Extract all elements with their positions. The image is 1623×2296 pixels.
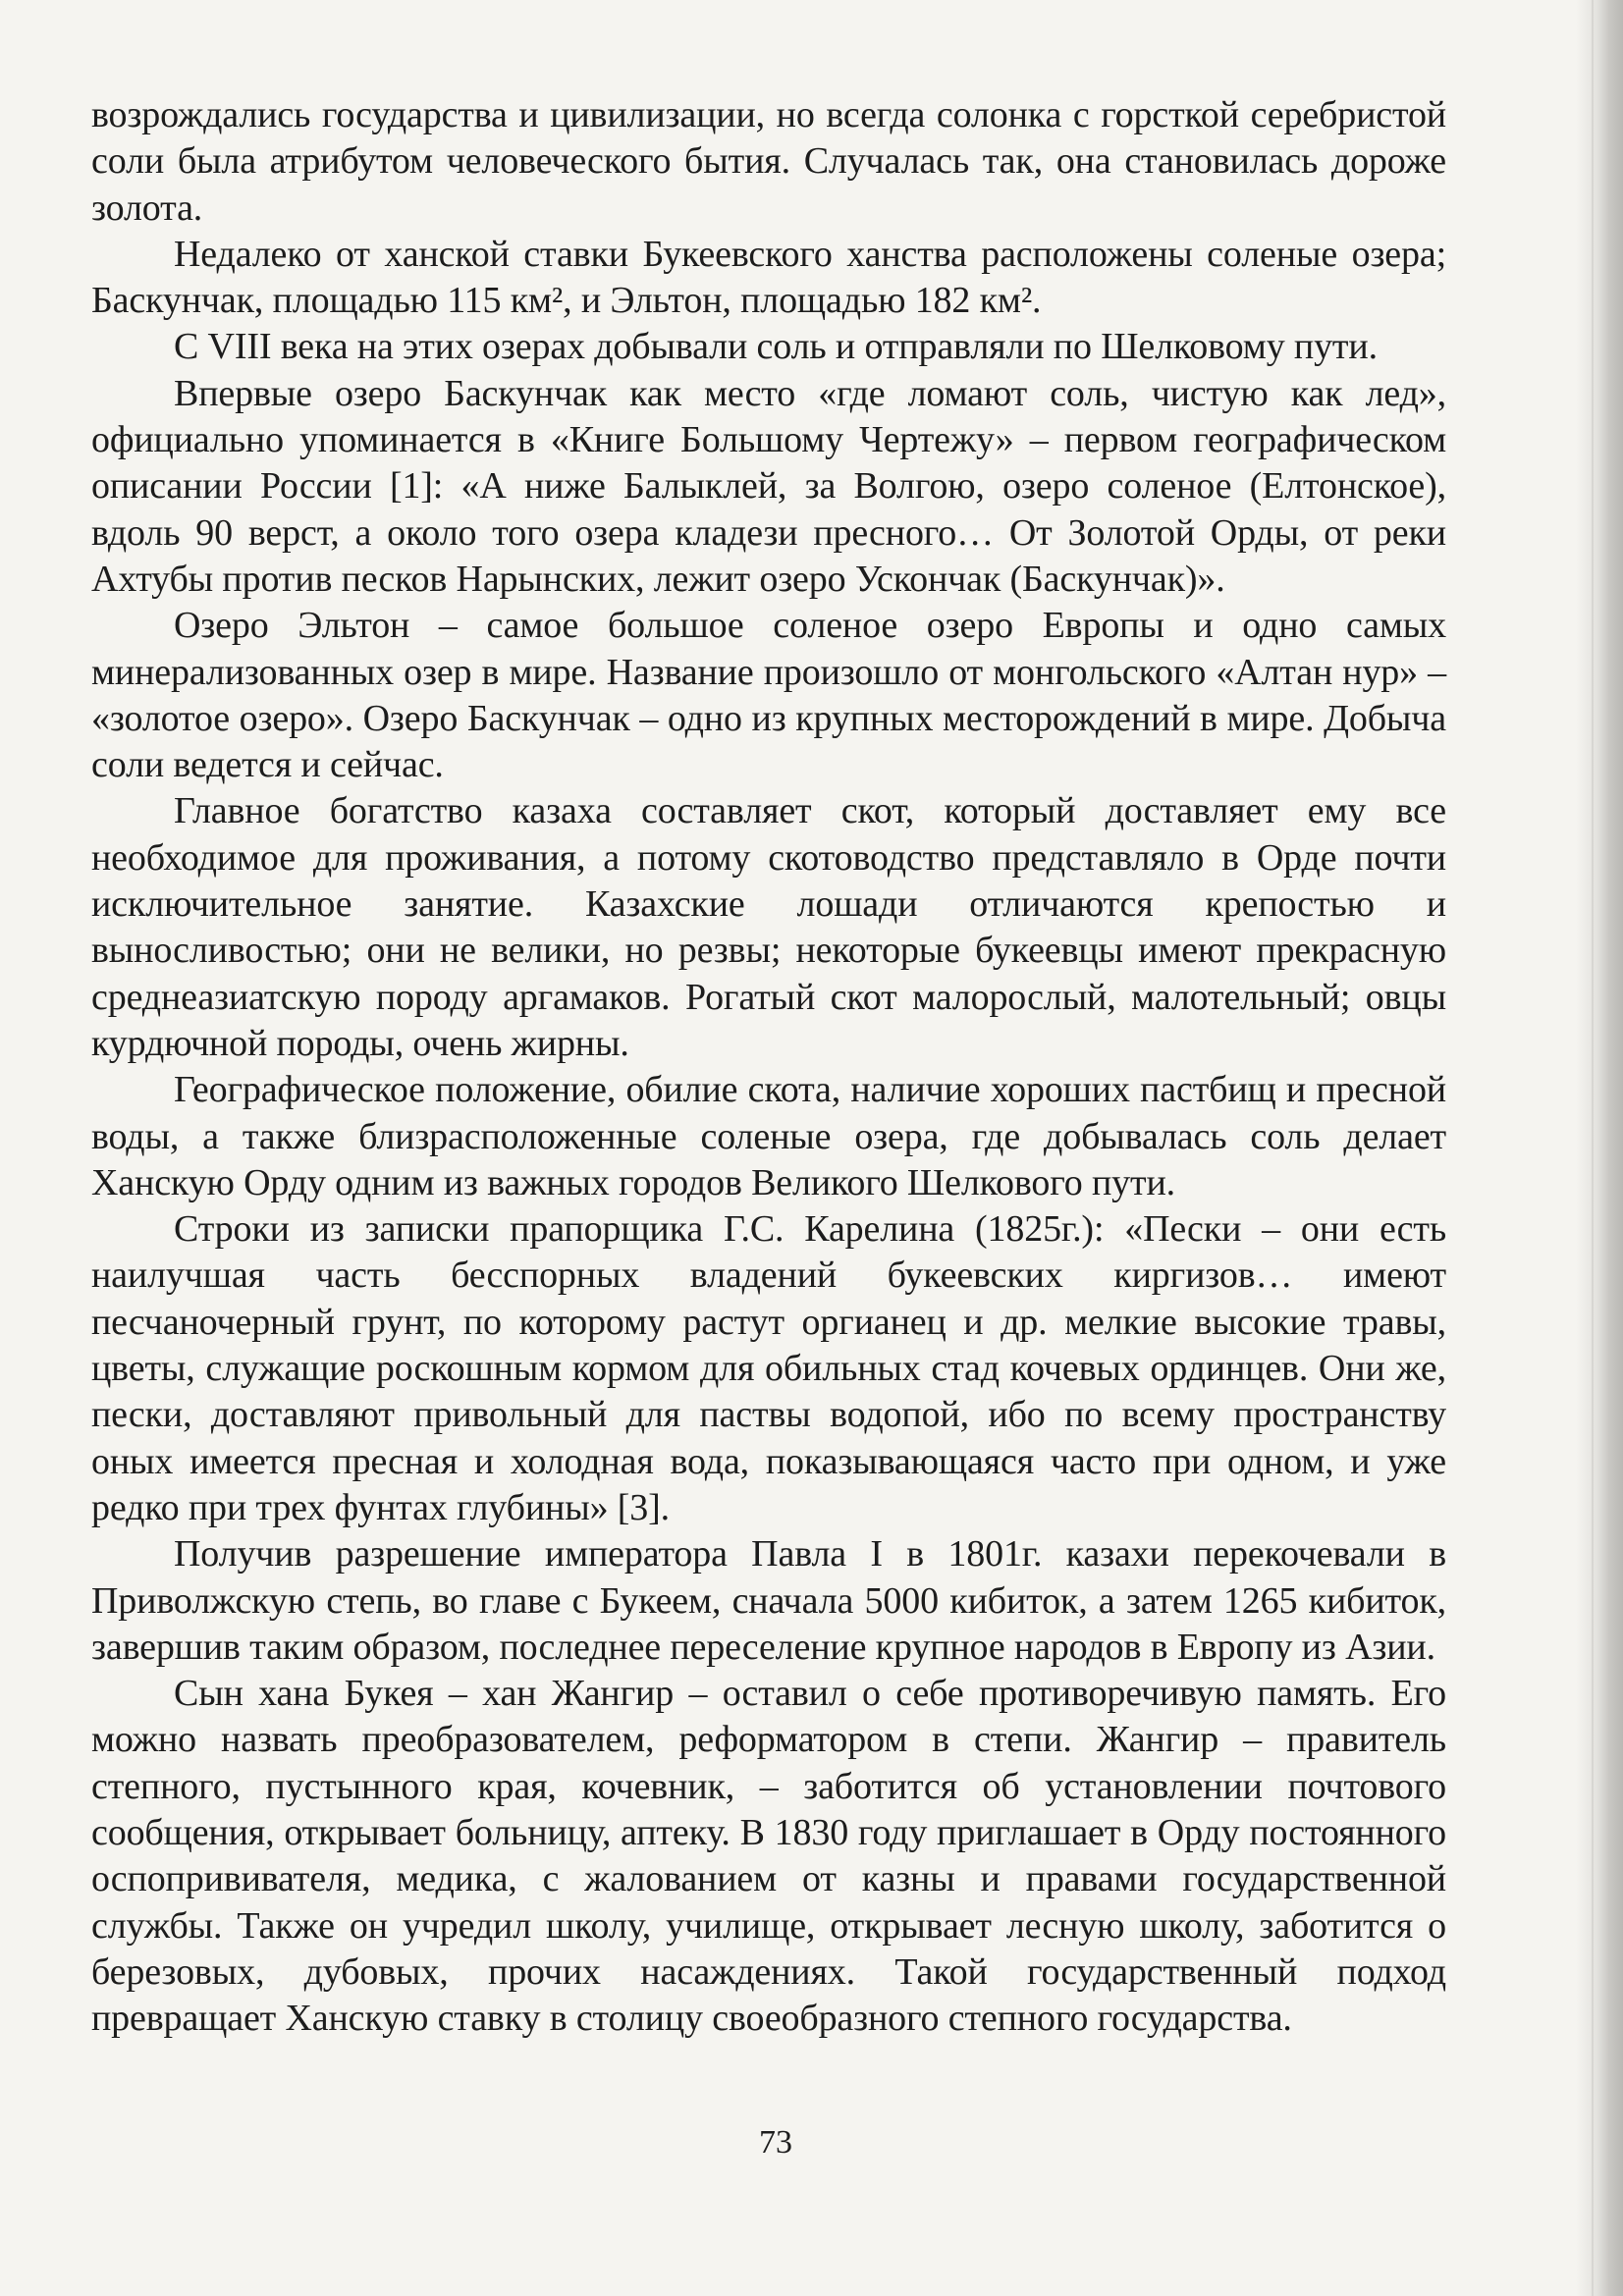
paragraph-7: Географическое положение, обилие скота, наличие хороших пастбищ и пресной воды, а также близрасположенные соленые озера, где добывалась соль делает Ханскую Орду одним из важных городов Великого Шелкового пути. <box>91 1069 1446 1203</box>
page-number: 73 <box>759 2124 792 2161</box>
paragraph-4: Впервые озеро Баскунчак как место «где ломают соль, чистую как лед», официально упоминается в «Книге Большому Чертежу» – первом географическом описании России [1]: «А ниже Балыклей, за Волгою, озеро соленое (Елтонское), вдоль 90 верст, а около того озера кладези пресного… От Золотой Орды, от реки Ахтубы против песков Нарынских, лежит озеро Ускончак (Баскунчак)». <box>91 372 1446 600</box>
scan-shadow-edge <box>1576 0 1623 2296</box>
paragraph-10: Сын хана Букея – хан Жангир – оставил о себе противоречивую память. Его можно назвать преобразователем, реформатором в степи. Жангир – правитель степного, пустынного края, кочевник, – заботится об установлении почтового сообщения, открывает больницу, аптеку. В 1830 году приглашает в Орду постоянного оспопрививателя, медика, с жалованием от казны и правами государственной службы. Также он учредил школу, училище, открывает лесную школу, заботится о березовых, дубовых, прочих насаждениях. Такой государственный подход превращает Ханскую ставку в столицу своеобразного степного государства. <box>91 1673 1446 2040</box>
scan-edge-line <box>1592 0 1594 2296</box>
paragraph-8: Строки из записки прапорщика Г.С. Карелина (1825г.): «Пески – они есть наилучшая часть бесспорных владений букеевских киргизов… имеют песчаночерный грунт, по которому растут оргианец и др. мелкие высокие травы, цветы, служащие роскошным кормом для обильных стад кочевых ординцев. Они же, пески, доставляют привольный для паствы водопой, ибо по всему пространству оных имеется пресная и холодная вода, показывающаяся часто при одном, и уже редко при трех фунтах глубины» [3]. <box>91 1208 1446 1528</box>
paragraph-9: Получив разрешение императора Павла I в 1801г. казахи перекочевали в Приволжскую степь, во главе с Букеем, сначала 5000 кибиток, а затем 1265 кибиток, завершив таким образом, последнее переселение крупное народов в Европу из Азии. <box>91 1533 1446 1668</box>
paragraph-5: Озеро Эльтон – самое большое соленое озеро Европы и одно самых минерализованных озер в мире. Название произошло от монгольского «Алтан нур» – «золотое озеро». Озеро Баскунчак – одно из крупных месторождений в мире. Добыча соли ведется и сейчас. <box>91 605 1446 786</box>
paragraph-2: Недалеко от ханской ставки Букеевского ханства расположены соленые озера; Баскунчак, площадью 115 км², и Эльтон, площадью 182 км². <box>91 233 1446 322</box>
paragraph-1: возрождались государства и цивилизации, но всегда солонка с горсткой серебристой соли была атрибутом человеческого бытия. Случалась так, она становилась дороже золота. <box>91 94 1446 229</box>
body-text <box>91 92 1446 2042</box>
paragraph-6: Главное богатство казаха составляет скот, который доставляет ему все необходимое для проживания, а потому скотоводство представляло в Орде почти исключительное занятие. Казахские лошади отличаются крепостью и выносливостью; они не велики, но резвы; некоторые букеевцы имеют прекрасную среднеазиатскую породу аргамаков. Рогатый скот малорослый, малотельный; овцы курдючной породы, очень жирны. <box>91 790 1446 1064</box>
paragraph-3: С VIII века на этих озерах добывали соль и отправляли по Шелковому пути. <box>174 326 1378 368</box>
